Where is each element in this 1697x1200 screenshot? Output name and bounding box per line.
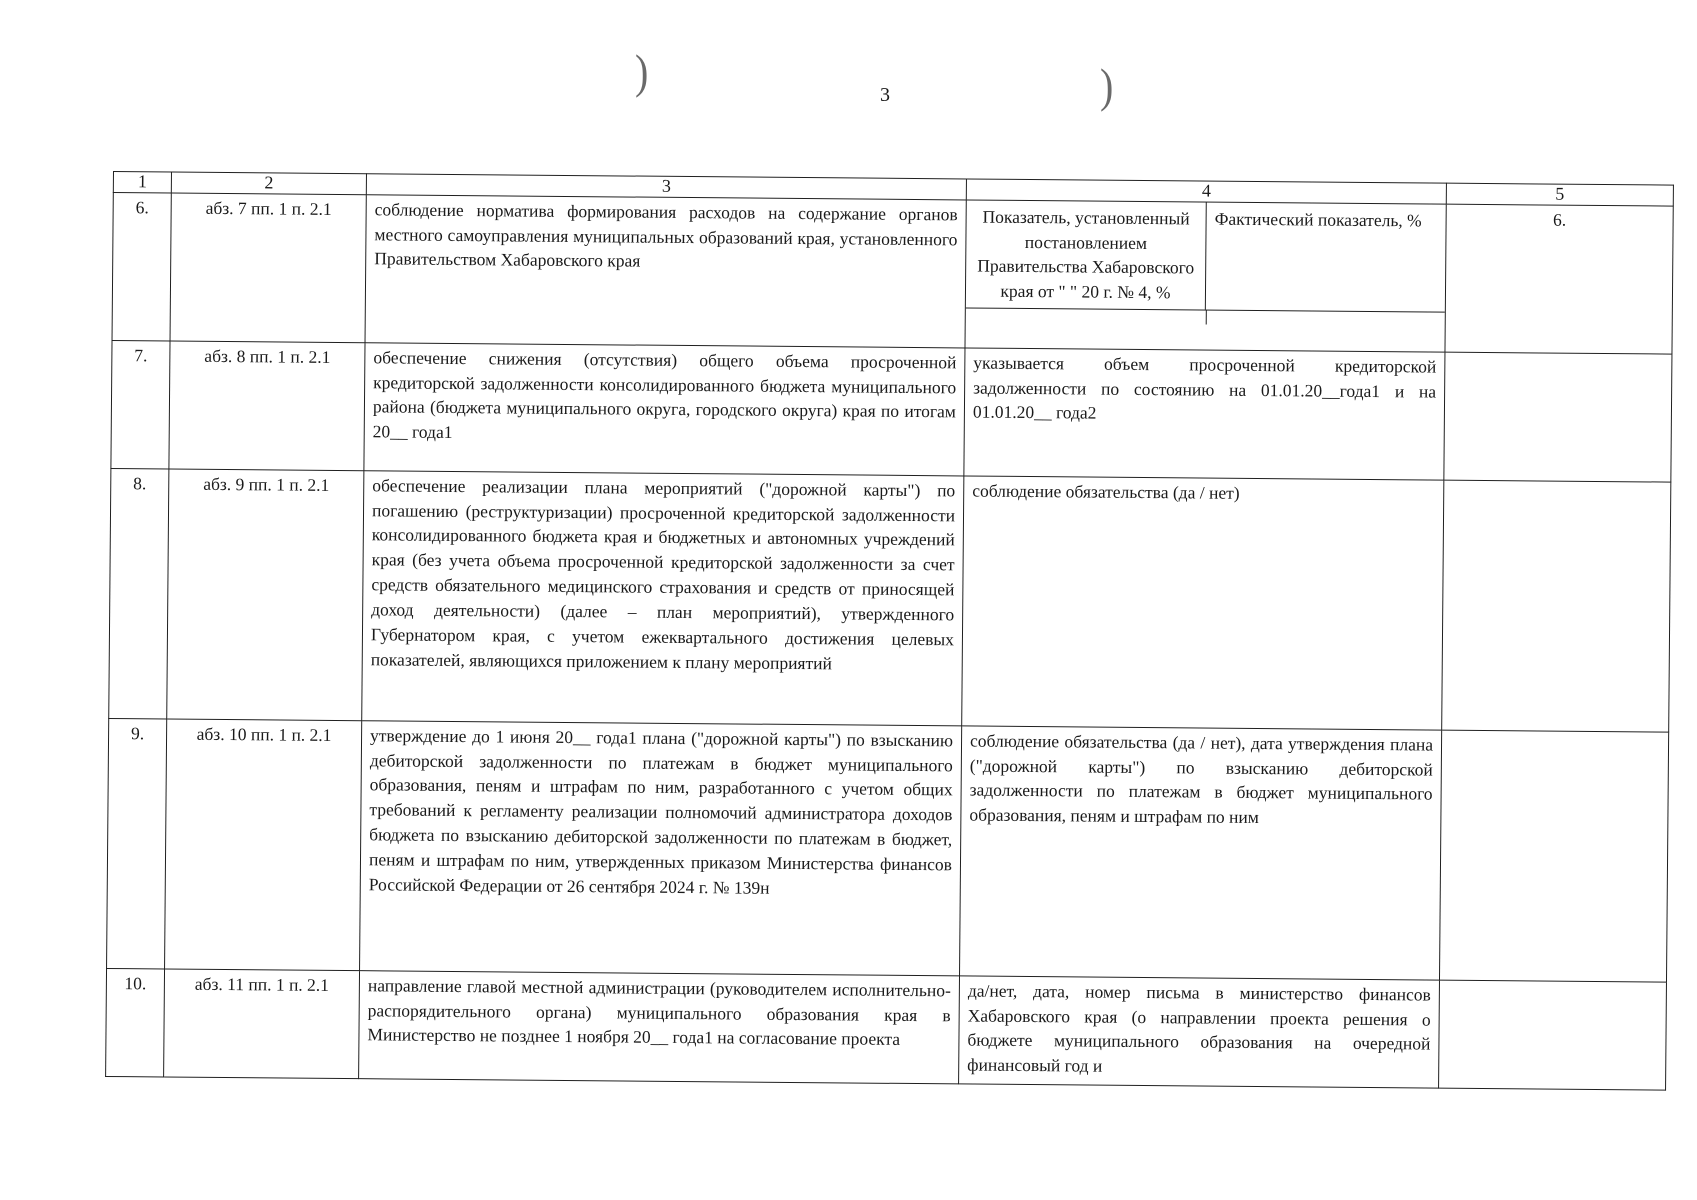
row-col5: [1439, 980, 1667, 1090]
indicator-sub-row: [966, 308, 1445, 327]
table-row: [112, 192, 1673, 354]
row-requirement-ref: абз. 9 пп. 1 п. 2.1: [167, 469, 364, 721]
row-number: 9.: [107, 718, 167, 968]
table-row: [111, 340, 1672, 482]
header-col-2: 2: [171, 172, 366, 194]
row-indicator: да/нет, дата, номер письма в министерство финансов Хабаровского края (о направлении проекта решения о бюджете муниципального образования на очередной финансовый год и: [959, 976, 1440, 1088]
row-requirement-ref: абз. 7 пп. 1 п. 2.1: [170, 193, 366, 343]
header-col-1: 1: [113, 172, 171, 193]
row-number: 10.: [106, 968, 165, 1077]
row-col5: 6.: [1445, 204, 1673, 354]
row-condition: направление главой местной администрации (руководителем исполнительно-распорядительного органа) муниципального образования края в Министерство не позднее 1 ноября 20__ года1 на согласование проекта: [359, 970, 960, 1083]
criteria-table: [105, 171, 1674, 1090]
row-indicator-split: [965, 200, 1446, 352]
row-requirement-ref: абз. 8 пп. 1 п. 2.1: [169, 341, 365, 471]
header-col-4: 4: [966, 179, 1446, 204]
row-requirement-ref: абз. 11 пп. 1 п. 2.1: [164, 969, 360, 1079]
row-col5: [1442, 480, 1671, 732]
scan-artifact-mark: ): [635, 44, 649, 99]
row-condition: обеспечение снижения (отсутствия) общего объема просроченной кредиторской задолженности консолидированного бюджета муниципального района (бюджета муниципального округа, городского округа) края по итогам 20__ года1: [364, 343, 965, 476]
table-row: [109, 468, 1671, 732]
header-col-3: 3: [366, 174, 966, 200]
row-col5: [1444, 352, 1672, 482]
row-indicator-actual: Фактический показатель, %: [1214, 208, 1422, 231]
row-condition: утверждение до 1 июня 20__ года1 плана ("дорожной карты") по взысканию дебиторской задолженности по платежам в бюджет муниципального образования, пеням и штрафам по ним, разработанного с учетом общих требований к регламенту реализации полномочий администратора доходов бюджета по взысканию дебиторской задолженности по платежам в бюджет, пеням и штрафам по ним, утвержденных приказом Министерства финансов Российской Федерации от 26 сентября 2024 г. № 139н: [360, 720, 962, 975]
table-row: [106, 968, 1667, 1090]
row-indicator: указывается объем просроченной кредиторской задолженности по состоянию на 01.01.20__года1 и на 01.01.20__ года2: [964, 348, 1445, 480]
scan-artifact-mark: ): [1100, 58, 1114, 113]
row-col5: [1439, 730, 1668, 982]
header-col-5: 5: [1446, 183, 1673, 206]
row-indicator: соблюдение обязательства (да / нет): [962, 476, 1444, 730]
row-condition: соблюдение норматива формирования расходов на содержание органов местного самоуправления муниципальных образований края, установленного Правительством Хабаровского края: [365, 195, 966, 348]
page-number: 3: [880, 84, 890, 106]
row-number: 6.: [112, 192, 171, 341]
row-indicator-established: Показатель, установленный постановлением Правительства Хабаровского края от " " 20 г. № 4, %: [966, 200, 1206, 309]
row-requirement-ref: абз. 10 пп. 1 п. 2.1: [165, 719, 362, 971]
row-indicator: соблюдение обязательства (да / нет), дата утверждения плана ("дорожной карты") по взысканию дебиторской задолженности по платежам в бюджет муниципального образования, пеням и штрафам по ним: [960, 726, 1442, 980]
row-number: 7.: [111, 340, 170, 469]
table-row: [107, 718, 1669, 982]
row-number: 8.: [109, 468, 169, 718]
row-condition: обеспечение реализации плана мероприятий ("дорожной карты") по погашению (реструктуризации) просроченной кредиторской задолженности консолидированного бюджета края и бюджетных и автономных учреждений края (без учета объема просроченной кредиторской задолженности за счет средств обязательного медицинского страхования и средств от приносящей доход деятельности) (далее – план мероприятий), утвержденного Губернатором края, с учетом ежеквартального достижения целевых показателей, являющихся приложением к плану мероприятий: [362, 470, 964, 725]
